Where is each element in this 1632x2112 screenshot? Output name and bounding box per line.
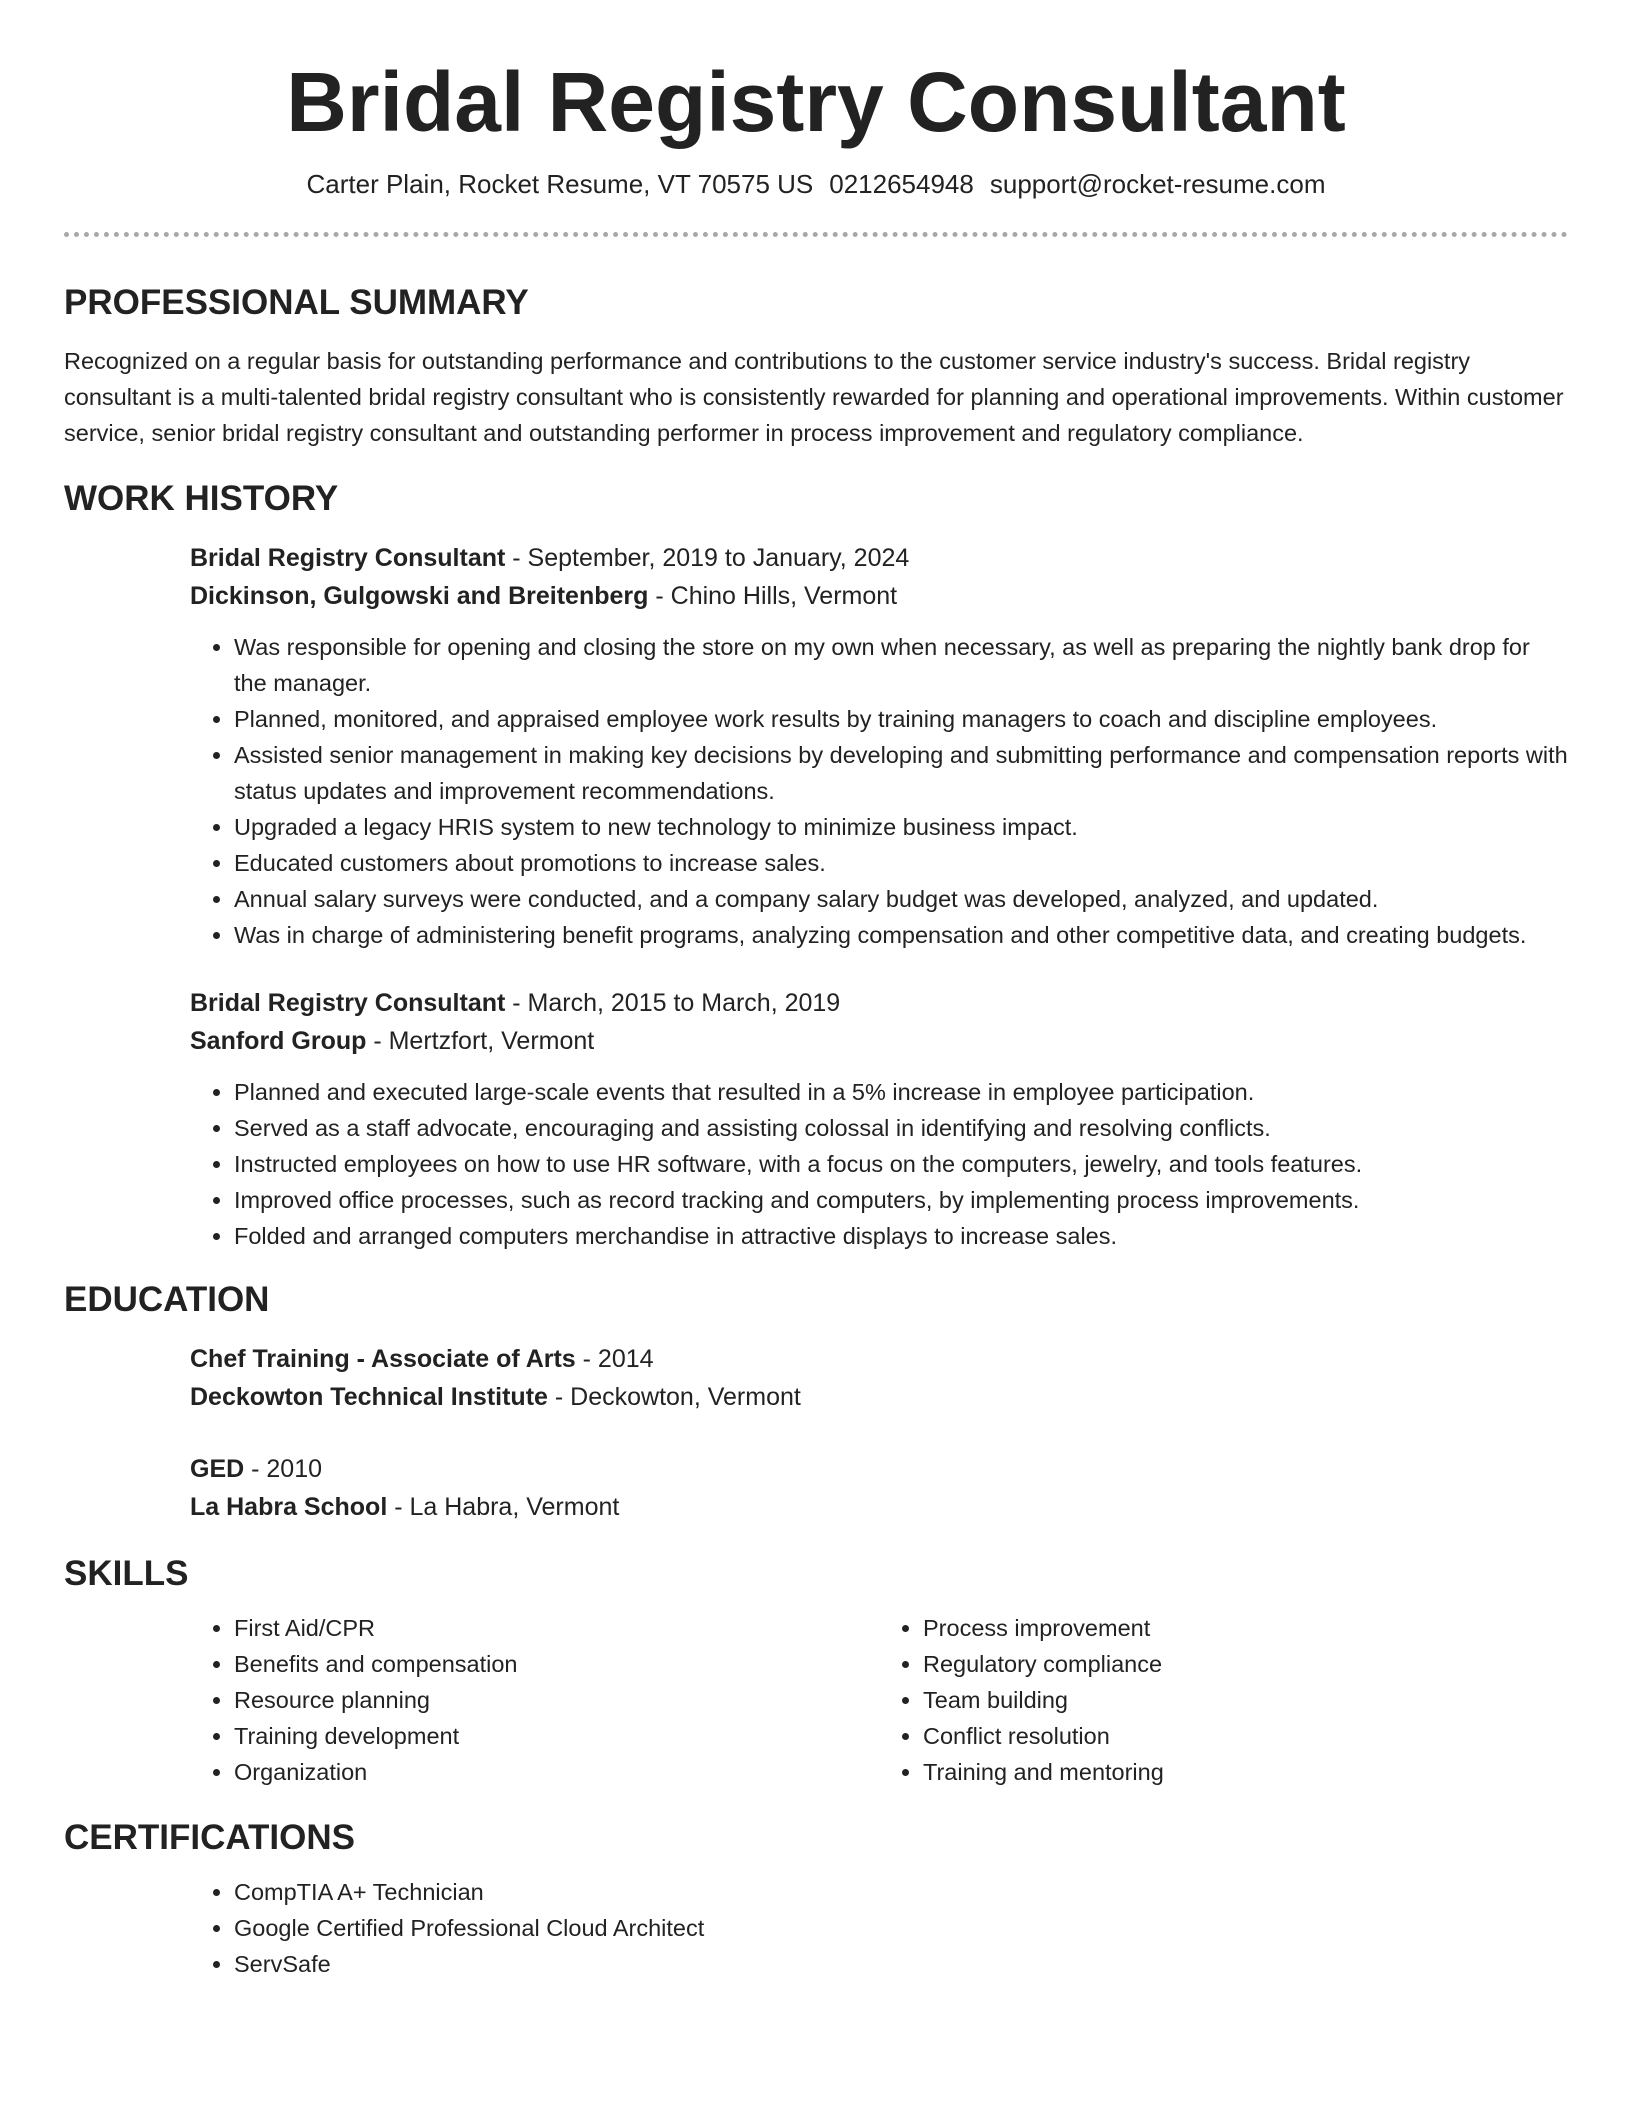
list-item: • Was responsible for opening and closing the store on my own when necessary, as well as preparing the nightly bank drop for the manager.: [234, 629, 1568, 701]
work-history-title: WORK HISTORY: [64, 479, 339, 518]
job-company: Dickinson, Gulgowski and Breitenberg: [190, 582, 649, 610]
list-item: • Annual salary surveys were conducted, and a company salary budget was developed, analyzed, and updated.: [234, 881, 1568, 917]
contact-line: [64, 166, 1568, 202]
certification-item: • CompTIA A+ Technician: [234, 1874, 1568, 1910]
skills-columns: [190, 1610, 1568, 1790]
skill-item: • Process improvement: [923, 1610, 1568, 1646]
job-company-line: [190, 577, 1568, 615]
list-item: • Improved office processes, such as record tracking and computers, by implementing process improvements.: [234, 1182, 1568, 1218]
skill-item: • First Aid/CPR: [234, 1610, 879, 1646]
contact-address: Carter Plain, Rocket Resume, VT 70575 US: [306, 169, 814, 199]
education-degree: GED: [190, 1455, 245, 1483]
education-school: Deckowton Technical Institute: [190, 1383, 548, 1411]
skill-item: • Resource planning: [234, 1682, 879, 1718]
certifications-title: CERTIFICATIONS: [64, 1818, 356, 1857]
education-degree: Chef Training - Associate of Arts: [190, 1345, 576, 1373]
skill-item: • Organization: [234, 1754, 879, 1790]
job-company: Sanford Group: [190, 1027, 367, 1055]
education-school-line: [190, 1378, 1568, 1416]
job-title-line: [190, 539, 1568, 577]
education-title: EDUCATION: [64, 1280, 270, 1319]
skill-item: • Team building: [923, 1682, 1568, 1718]
education-school: La Habra School: [190, 1493, 388, 1521]
education-location: - Deckowton, Vermont: [547, 1383, 801, 1411]
list-item: • Served as a staff advocate, encouraging and assisting colossal in identifying and resolving conflicts.: [234, 1110, 1568, 1146]
list-item: • Planned, monitored, and appraised employee work results by training managers to coach and discipline employees.: [234, 701, 1568, 737]
list-item: • Upgraded a legacy HRIS system to new technology to minimize business impact.: [234, 809, 1568, 845]
job-dates: - September, 2019 to January, 2024: [505, 544, 910, 572]
skill-item: • Training and mentoring: [923, 1754, 1568, 1790]
job-entry: [190, 539, 1568, 953]
skills-list-right: [879, 1610, 1568, 1790]
job-bullets: [190, 1074, 1568, 1254]
list-item: • Educated customers about promotions to increase sales.: [234, 845, 1568, 881]
skill-item: • Regulatory compliance: [923, 1646, 1568, 1682]
education-year: - 2014: [575, 1345, 654, 1373]
skill-item: • Conflict resolution: [923, 1718, 1568, 1754]
list-item: • Planned and executed large-scale events that resulted in a 5% increase in employee participation.: [234, 1074, 1568, 1110]
job-dates: - March, 2015 to March, 2019: [505, 989, 841, 1017]
certifications-list: [190, 1874, 1568, 1982]
education-entry: [190, 1450, 1568, 1526]
certifications-block: [190, 1874, 1568, 1982]
resume-page: [64, 0, 1568, 1982]
list-item: • Instructed employees on how to use HR software, with a focus on the computers, jewelry, and tools features.: [234, 1146, 1568, 1182]
job-role: Bridal Registry Consultant: [190, 989, 506, 1017]
skill-item: • Training development: [234, 1718, 879, 1754]
job-location: - Chino Hills, Vermont: [648, 582, 898, 610]
contact-phone: 0212654948: [829, 169, 974, 199]
summary-text: Recognized on a regular basis for outstanding performance and contributions to the customer service industry's success. Bridal registry consultant is a multi-talented bridal registry consultant who is consistently rewarded for planning and operational improvements. Within customer service, senior bridal registry consultant and outstanding performer in process improvement and regulatory compliance.: [64, 348, 1564, 446]
education-location: - La Habra, Vermont: [387, 1493, 620, 1521]
skill-item: • Benefits and compensation: [234, 1646, 879, 1682]
education-school-line: [190, 1488, 1568, 1526]
job-title-line: [190, 984, 1568, 1022]
skills-list-left: [190, 1610, 879, 1790]
job-entry: [190, 984, 1568, 1254]
list-item: • Folded and arranged computers merchandise in attractive displays to increase sales.: [234, 1218, 1568, 1254]
certification-item: • ServSafe: [234, 1946, 1568, 1982]
list-item: • Was in charge of administering benefit programs, analyzing compensation and other competitive data, and creating budgets.: [234, 917, 1568, 953]
header-divider: [64, 232, 1568, 237]
job-bullets: [190, 629, 1568, 953]
summary-title: PROFESSIONAL SUMMARY: [64, 283, 529, 322]
resume-name: Bridal Registry Consultant: [286, 55, 1346, 149]
education-degree-line: [190, 1450, 1568, 1488]
education-year: - 2010: [244, 1455, 323, 1483]
education-degree-line: [190, 1340, 1568, 1378]
contact-email: support@rocket-resume.com: [989, 169, 1326, 199]
job-role: Bridal Registry Consultant: [190, 544, 506, 572]
job-location: - Mertzfort, Vermont: [366, 1027, 595, 1055]
education-entry: [190, 1340, 1568, 1416]
job-company-line: [190, 1022, 1568, 1060]
skills-title: SKILLS: [64, 1554, 189, 1593]
list-item: • Assisted senior management in making key decisions by developing and submitting performance and compensation reports with status updates and improvement recommendations.: [234, 737, 1568, 809]
certification-item: • Google Certified Professional Cloud Architect: [234, 1910, 1568, 1946]
